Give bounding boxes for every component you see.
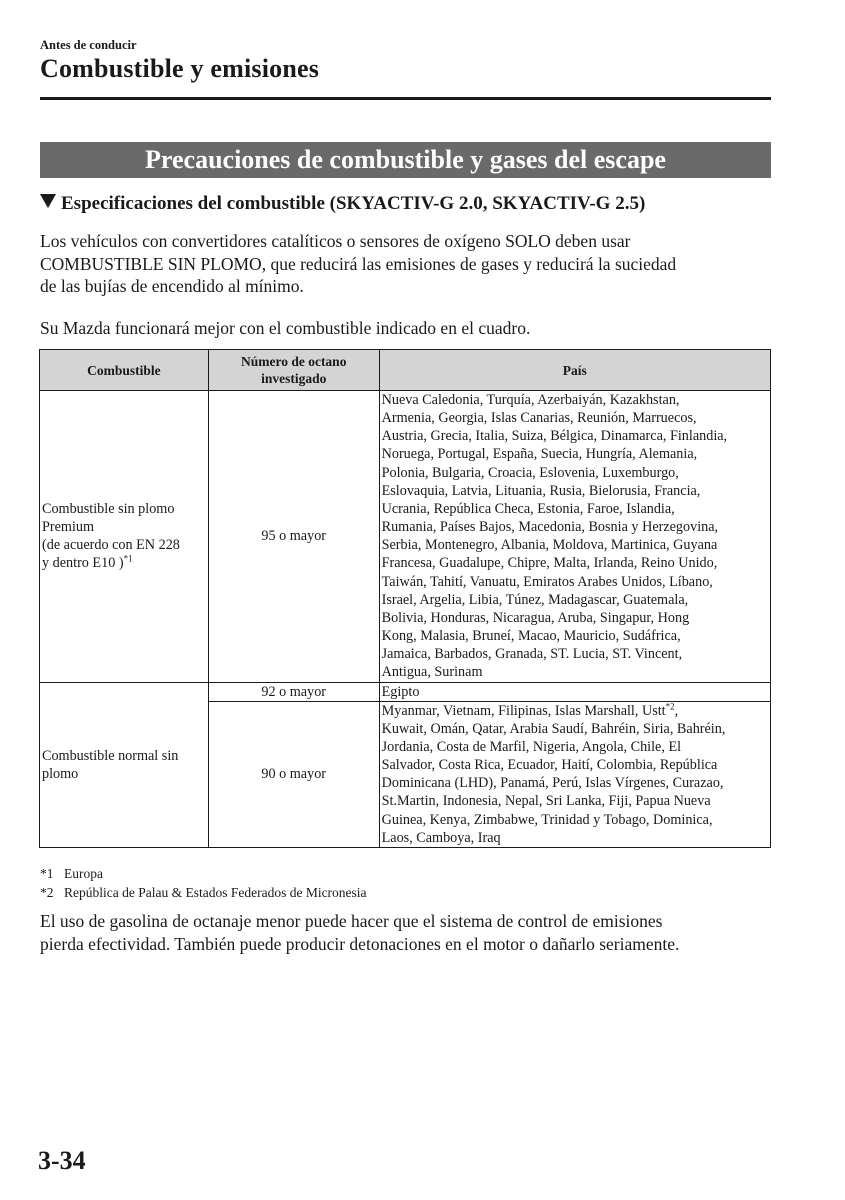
fuel-premium — [40, 391, 209, 683]
page-number: 3-34 — [38, 1146, 86, 1175]
table-row — [40, 391, 771, 683]
countries-90 — [379, 701, 770, 847]
footnote-2: *2 República de Palau & Estados Federados de Micronesia — [40, 885, 367, 900]
octane-92: 92 o mayor — [208, 682, 379, 701]
header-country: País — [379, 350, 770, 391]
title-rule — [40, 97, 771, 100]
octane-95: 95 o mayor — [208, 391, 379, 683]
countries-90-rest: Kuwait, Omán, Qatar, Arabia Saudí, Bahréin, Siria, Bahréin, Jordania, Costa de Marfil, Nigeria, Angola, Chile, El Salvador, Costa Rica, Ecuador, Haití, Colombia, República Dominicana (LHD), Panamá, Perú, Islas Vírgenes, Curazao, St.Martin, Indonesia, Nepal, Sri Lanka, Fiji, Papua Nueva Guinea, Kenya, Zimbabwe, Trinidad y Tobago, Dominica, Laos, Camboya, Iraq — [381, 720, 726, 846]
section-label: Antes de conducir — [40, 38, 137, 52]
table-row — [40, 682, 771, 701]
footnote-ref: *2 — [665, 700, 675, 711]
octane-90: 90 o mayor — [208, 701, 379, 847]
footnote-ref: *1 — [123, 553, 133, 564]
table-header-row — [40, 350, 771, 391]
fuel-regular: Combustible normal sin plomo — [40, 682, 209, 847]
footnote-1: *1 Europa — [40, 866, 103, 881]
closing-paragraph: El uso de gasolina de octanaje menor puede hacer que el sistema de control de emisiones pierda efectividad. También puede producir detonaciones en el motor o dañarlo seriamente. — [40, 911, 680, 954]
subheading-text: Especificaciones del combustible (SKYACTIV-G 2.0, SKYACTIV-G 2.5) — [61, 193, 646, 214]
countries-92: Egipto — [379, 682, 770, 701]
section-banner: Precauciones de combustible y gases del escape — [40, 142, 771, 178]
page-title: Combustible y emisiones — [40, 54, 320, 83]
subheading — [40, 193, 645, 215]
fuel-premium-text: Combustible sin plomo Premium (de acuerdo con EN 228 y dentro E10 ) — [42, 500, 180, 572]
table-intro: Su Mazda funcionará mejor con el combustible indicado en el cuadro. — [40, 318, 531, 338]
triangle-down-icon — [40, 194, 56, 208]
header-fuel: Combustible — [40, 350, 209, 391]
countries-90-first-line: Myanmar, Vietnam, Filipinas, Islas Marshall, Ustt$^{*2}$, — [381, 700, 679, 719]
countries-premium: Nueva Caledonia, Turquía, Azerbaiyán, Kazakhstan, Armenia, Georgia, Islas Canarias, Reunión, Marruecos, Austria, Grecia, Italia, Suiza, Bélgica, Dinamarca, Finlandia, Noruega, Portugal, España, Suecia, Hungría, Alemania, Polonia, Bulgaria, Croacia, Eslovenia, Luxemburgo, Eslovaquia, Latvia, Lituania, Rusia, Bielorusia, Francia, Ucrania, República Checa, Estonia, Faroe, Islandia, Rumania, Países Bajos, Macedonia, Bosnia y Herzegovina, Serbia, Montenegro, Albania, Moldova, Martinica, Guyana Francesa, Guadalupe, Chipre, Malta, Irlanda, Reino Unido, Taiwán, Tahití, Vanuatu, Emiratos Arabes Unidos, Líbano, Israel, Argelia, Libia, Túnez, Madagascar, Guatemala, Bolivia, Honduras, Nicaragua, Aruba, Singapur, Hong Kong, Malasia, Bruneí, Macao, Mauricio, Sudáfrica, Jamaica, Barbados, Granada, ST. Lucia, ST. Vincent, Antigua, Surinam — [379, 391, 770, 683]
header-octane: Número de octano investigado — [208, 350, 379, 391]
fuel-spec-table — [39, 349, 771, 848]
intro-paragraph: Los vehículos con convertidores catalíticos o sensores de oxígeno SOLO deben usar COMBUSTIBLE SIN PLOMO, que reducirá las emisiones de gases y reducirá la suciedad de las bujías de encendido al mínimo. — [40, 231, 677, 296]
